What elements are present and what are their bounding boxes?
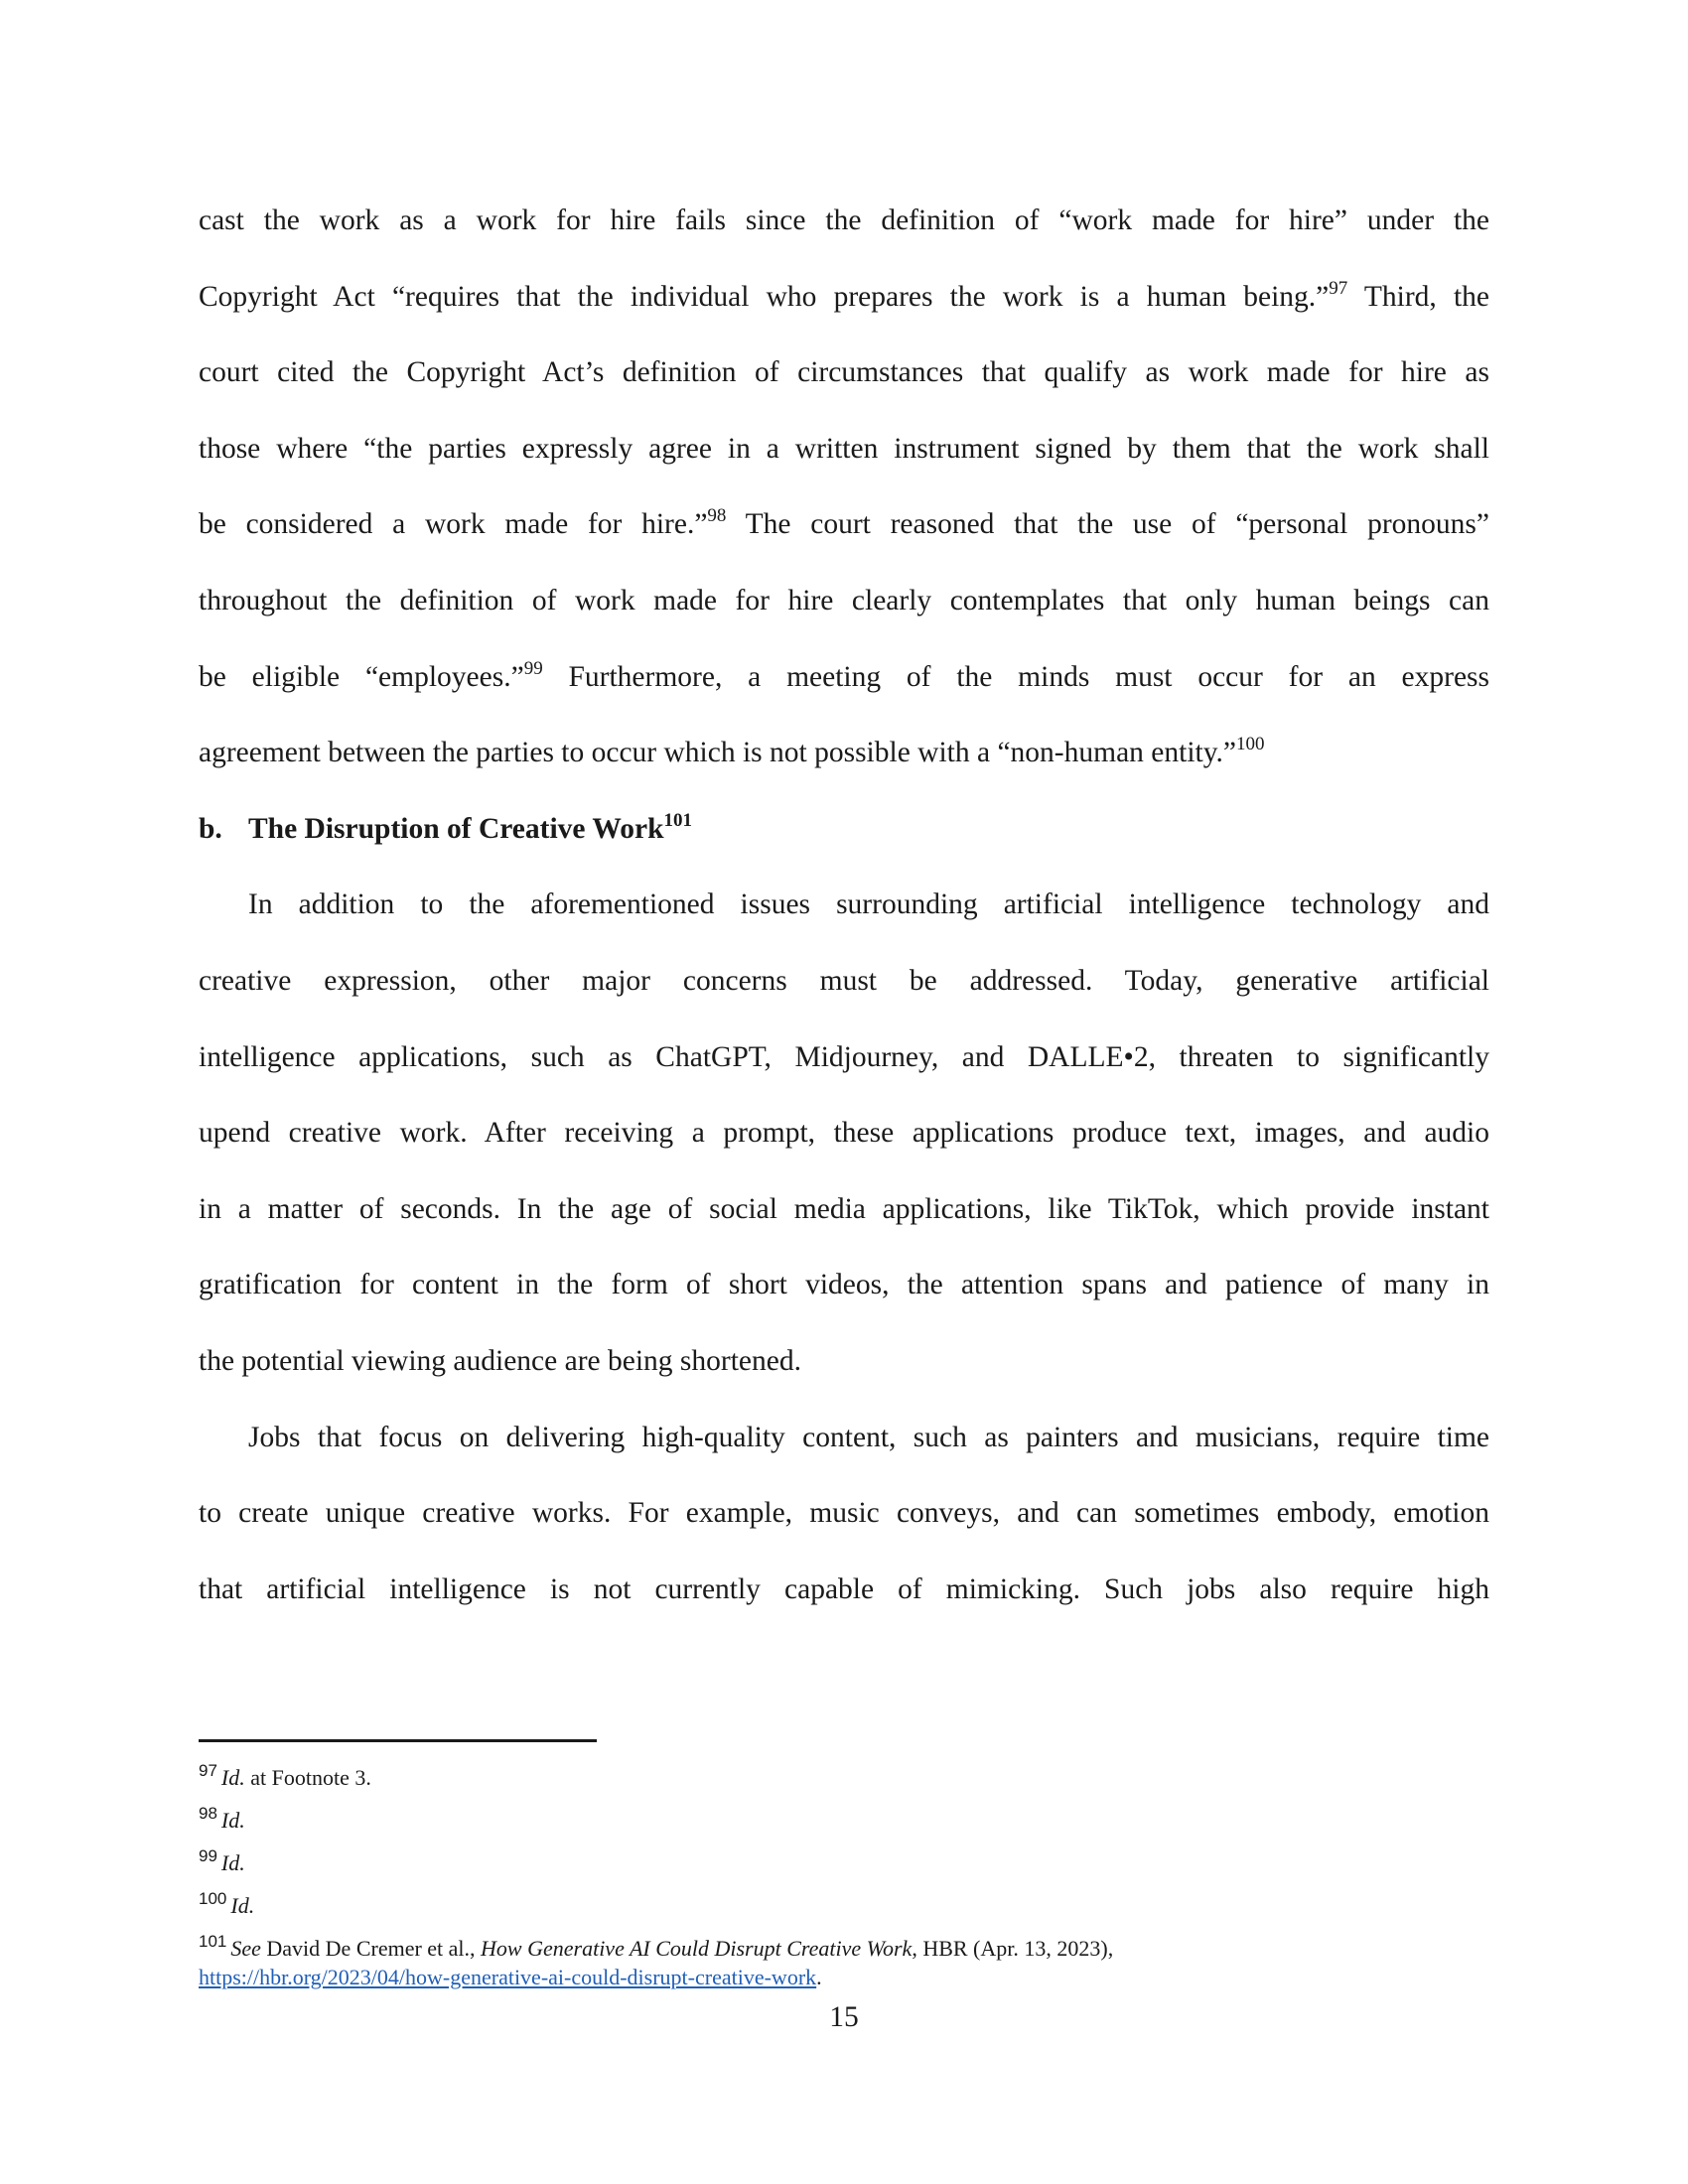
footnote-italic: Id.	[220, 1808, 245, 1833]
footnote-ref[interactable]: 99	[523, 657, 543, 679]
body-text: Copyright Act “requires that the individual who prepares the work is a human being.”	[199, 280, 1330, 313]
body-line	[199, 1247, 1489, 1323]
footnote-italic: Id.	[220, 1765, 245, 1790]
footnote-number: 101	[199, 1932, 227, 1951]
body-line	[199, 1171, 1489, 1248]
footnote-text: , HBR (Apr. 13, 2023),	[912, 1936, 1114, 1961]
body-text: those where “the parties expressly agree in a written instrument signed by them that the work shall	[199, 432, 1489, 465]
body-text: Furthermore, a meeting of the minds must occur for an express	[542, 660, 1490, 693]
body-text: the potential viewing audience are being shortened.	[199, 1344, 801, 1377]
footnote-text: .	[816, 1965, 822, 1989]
page-number: 15	[829, 2001, 859, 2033]
body-line	[199, 1552, 1489, 1628]
footnote-number: 97	[199, 1761, 217, 1780]
body-line	[199, 563, 1489, 639]
footnote-ref[interactable]: 97	[1329, 277, 1348, 299]
body-line	[199, 1020, 1489, 1096]
footnote-98	[199, 1800, 1489, 1843]
body-line	[199, 259, 1489, 336]
body-text: be eligible “employees.”	[199, 660, 524, 693]
body-text: that artificial intelligence is not currently capable of mimicking. Such jobs also require high	[199, 1572, 1489, 1605]
body-line	[199, 1323, 1489, 1400]
body-line	[199, 943, 1489, 1020]
footnote-100	[199, 1885, 1489, 1928]
footnote-italic: Id.	[230, 1893, 255, 1918]
body-text: creative expression, other major concerns must be addressed. Today, generative artificial	[199, 964, 1489, 997]
body-line	[199, 715, 1489, 791]
body-line	[199, 1475, 1489, 1552]
body-text: court cited the Copyright Act’s definition of circumstances that qualify as work made for hire as	[199, 356, 1489, 389]
footnote-ref[interactable]: 100	[1236, 734, 1265, 755]
body-text: Jobs that focus on delivering high-quality content, such as painters and musicians, require time	[248, 1421, 1489, 1453]
footnote-99	[199, 1843, 1489, 1885]
footnote-ref[interactable]: 101	[663, 809, 692, 831]
footnotes	[199, 1757, 1489, 1990]
footnote-italic: Id.	[220, 1850, 245, 1875]
footnote-separator	[199, 1739, 597, 1742]
footnote-text: at Footnote 3.	[244, 1765, 371, 1790]
body-text: In addition to the aforementioned issues surrounding artificial intelligence technology and	[248, 888, 1489, 921]
body-text: cast the work as a work for hire fails since the definition of “work made for hire” under the	[199, 205, 1489, 236]
body-text: agreement between the parties to occur which is not possible with a “non-human entity.”	[199, 737, 1237, 769]
section-title: The Disruption of Creative Work	[248, 812, 664, 845]
footnote-text: David De Cremer et al.,	[260, 1936, 482, 1961]
footnote-italic: See	[230, 1936, 261, 1961]
body-line	[199, 486, 1489, 563]
footnote-number: 99	[199, 1846, 217, 1865]
footnote-number: 100	[199, 1889, 227, 1908]
body-line	[199, 1400, 1489, 1476]
body-line	[199, 867, 1489, 943]
body-line	[199, 639, 1489, 716]
body-text: The court reasoned that the use of “personal pronouns”	[726, 508, 1489, 541]
body-text: gratification for content in the form of short videos, the attention spans and patience of many in	[199, 1269, 1489, 1301]
body-text: Third, the	[1347, 280, 1490, 313]
section-number: b.	[199, 812, 222, 845]
body-line	[199, 335, 1489, 411]
body-text: throughout the definition of work made for hire clearly contemplates that only human beings can	[199, 584, 1489, 616]
body-text: to create unique creative works. For example, music conveys, and can sometimes embody, emotion	[199, 1497, 1489, 1530]
footnote-97	[199, 1757, 1489, 1800]
body-line	[199, 1095, 1489, 1171]
body-text: upend creative work. After receiving a prompt, these applications produce text, images, and audio	[199, 1117, 1489, 1150]
body-line	[199, 183, 1489, 259]
body-text: intelligence applications, such as ChatGPT, Midjourney, and DALLE•2, threaten to significantly	[199, 1040, 1489, 1073]
footnote-link[interactable]: https://hbr.org/2023/04/how-generative-ai-could-disrupt-creative-work	[199, 1965, 817, 1989]
footnote-article-title: How Generative AI Could Disrupt Creative Work	[481, 1936, 913, 1961]
page-body	[199, 183, 1489, 1627]
section-heading	[199, 791, 1489, 868]
footnote-ref[interactable]: 98	[707, 505, 727, 527]
body-text: be considered a work made for hire.”	[199, 508, 708, 541]
body-line	[199, 411, 1489, 487]
body-text: in a matter of seconds. In the age of social media applications, like TikTok, which provide instant	[199, 1192, 1489, 1225]
footnote-number: 98	[199, 1804, 217, 1823]
